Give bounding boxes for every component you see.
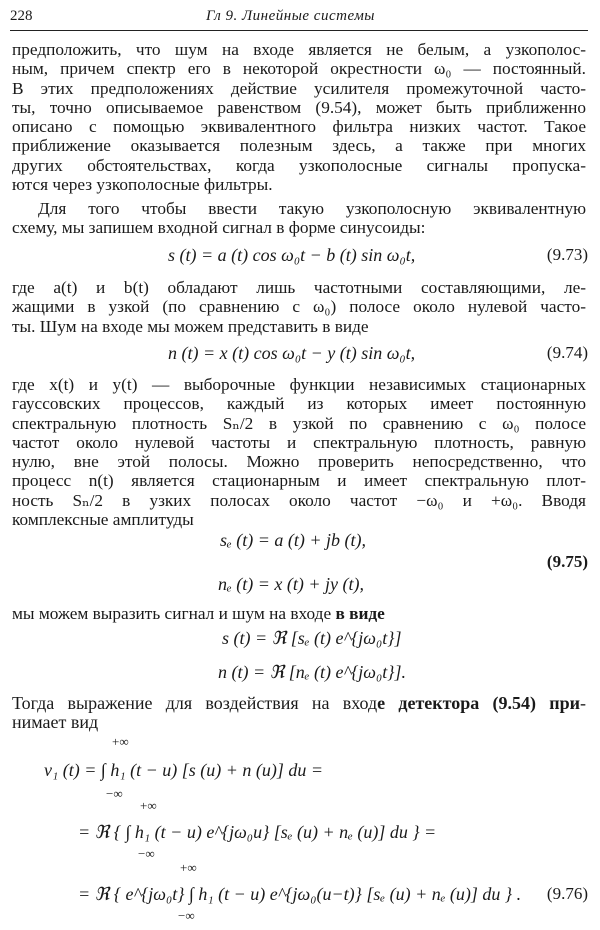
equation-9-74: n (t) = x (t) cos ω₀t − y (t) sin ω₀t, xyxy=(168,343,416,363)
equation-9-76-line1: v₁ (t) = ∫ h₁ (t − u) [s (u) + n (u)] du = xyxy=(44,760,323,780)
equation-signal: s (t) = ℜ [sₑ (t) e^{jω₀t}] xyxy=(222,628,402,648)
text-line: нимает вид xyxy=(12,712,99,733)
text-line: описано с помощью эквивалентного фильтра низких частот. Такое xyxy=(12,117,586,137)
equation-9-75a: sₑ (t) = a (t) + jb (t), xyxy=(220,530,366,550)
text-line: ность Sₙ/2 в узких полосах около частот −ω₀ и +ω₀. Вводя xyxy=(12,490,586,510)
integral-upper-limit: +∞ xyxy=(180,860,197,875)
text-line: ты, точно описываемое равенством (9.54), может быть приближенно xyxy=(12,97,586,117)
equation-9-73: s (t) = a (t) cos ω₀t − b (t) sin ω₀t, xyxy=(168,245,416,265)
paragraph-3 xyxy=(12,278,586,336)
integral-upper-limit: +∞ xyxy=(140,798,157,813)
text-line: предположить, что шум на входе является не белым, а узкополос- xyxy=(12,40,586,59)
text-line: где a(t) и b(t) обладают лишь частотными составляющими, ле- xyxy=(12,278,586,297)
text-line: мы можем выразить сигнал и шум на входе в виде xyxy=(12,604,385,623)
text-line: спектральную плотность Sₙ/2 в узкой по сравнению с ω₀ полосе xyxy=(12,413,586,433)
text-line: Для того чтобы ввести такую узкополосную эквивалентную xyxy=(38,199,586,218)
text-line: приближение оказывается полезным здесь, а также при многих xyxy=(12,136,586,156)
text-line: ным, причем спектр его в некоторой окрестности ω₀ — постоянный. xyxy=(12,59,586,79)
running-title: Гл 9. Линейные системы xyxy=(206,8,375,24)
paragraph-signal xyxy=(12,604,586,623)
equation-noise: n (t) = ℜ [nₑ (t) e^{jω₀t}]. xyxy=(218,662,406,682)
integral-lower-limit: −∞ xyxy=(178,908,195,923)
text-line: ты. Шум на входе мы можем представить в виде xyxy=(12,316,369,336)
text-line: Тогда выражение для воздействия на входе детектора (9.54) при- xyxy=(12,693,586,713)
text-line: других обстоятельствах, когда узкополосные сигналы пропуска- xyxy=(12,155,586,175)
integral-upper-limit: +∞ xyxy=(112,734,129,749)
text-line: ются через узкополосные фильтры. xyxy=(12,175,273,195)
integral-lower-limit: −∞ xyxy=(106,786,123,801)
equation-number: (9.75) xyxy=(546,552,588,571)
page-number: 228 xyxy=(10,8,33,24)
paragraph-1 xyxy=(12,40,586,194)
paragraph-2 xyxy=(12,199,586,238)
equation-number: (9.73) xyxy=(546,245,588,264)
equation-9-76-line2: = ℜ { ∫ h₁ (t − u) e^{jω₀u} [sₑ (u) + nₑ (u)] du } = xyxy=(78,822,437,842)
page-header xyxy=(10,8,588,31)
equation-number: (9.76) xyxy=(546,884,588,903)
paragraph-4 xyxy=(12,375,586,529)
text-line: комплексные амплитуды xyxy=(12,510,194,530)
paragraph-5 xyxy=(12,694,586,733)
integral-lower-limit: −∞ xyxy=(138,846,155,861)
equation-9-75b: nₑ (t) = x (t) + jy (t), xyxy=(218,574,364,594)
equation-9-76-line3: = ℜ { e^{jω₀t} ∫ h₁ (t − u) e^{jω₀(u−t)} [sₑ (u) + nₑ (u)] du } . xyxy=(78,884,522,904)
text-line: жащими в узкой (по сравнению с ω₀) полосе около нулевой часто- xyxy=(12,297,586,317)
text-line: схему, мы запишем входной сигнал в форме синусоиды: xyxy=(12,218,426,238)
text-line: где x(t) и y(t) — выборочные функции независимых стационарных xyxy=(12,375,586,394)
text-line: нулю, вне этой полосы. Можно проверить непосредственно, что xyxy=(12,452,586,472)
text-line: процесс n(t) является стационарным и имеет спектральную плот- xyxy=(12,471,586,491)
text-line: гауссовских процессов, каждый из которых имеет постоянную xyxy=(12,394,586,414)
text-line: частот около нулевой частоты и спектральную плотность, равную xyxy=(12,432,586,452)
text-line: В этих предположениях действие усилителя промежуточной часто- xyxy=(12,78,586,98)
equation-number: (9.74) xyxy=(546,343,588,362)
